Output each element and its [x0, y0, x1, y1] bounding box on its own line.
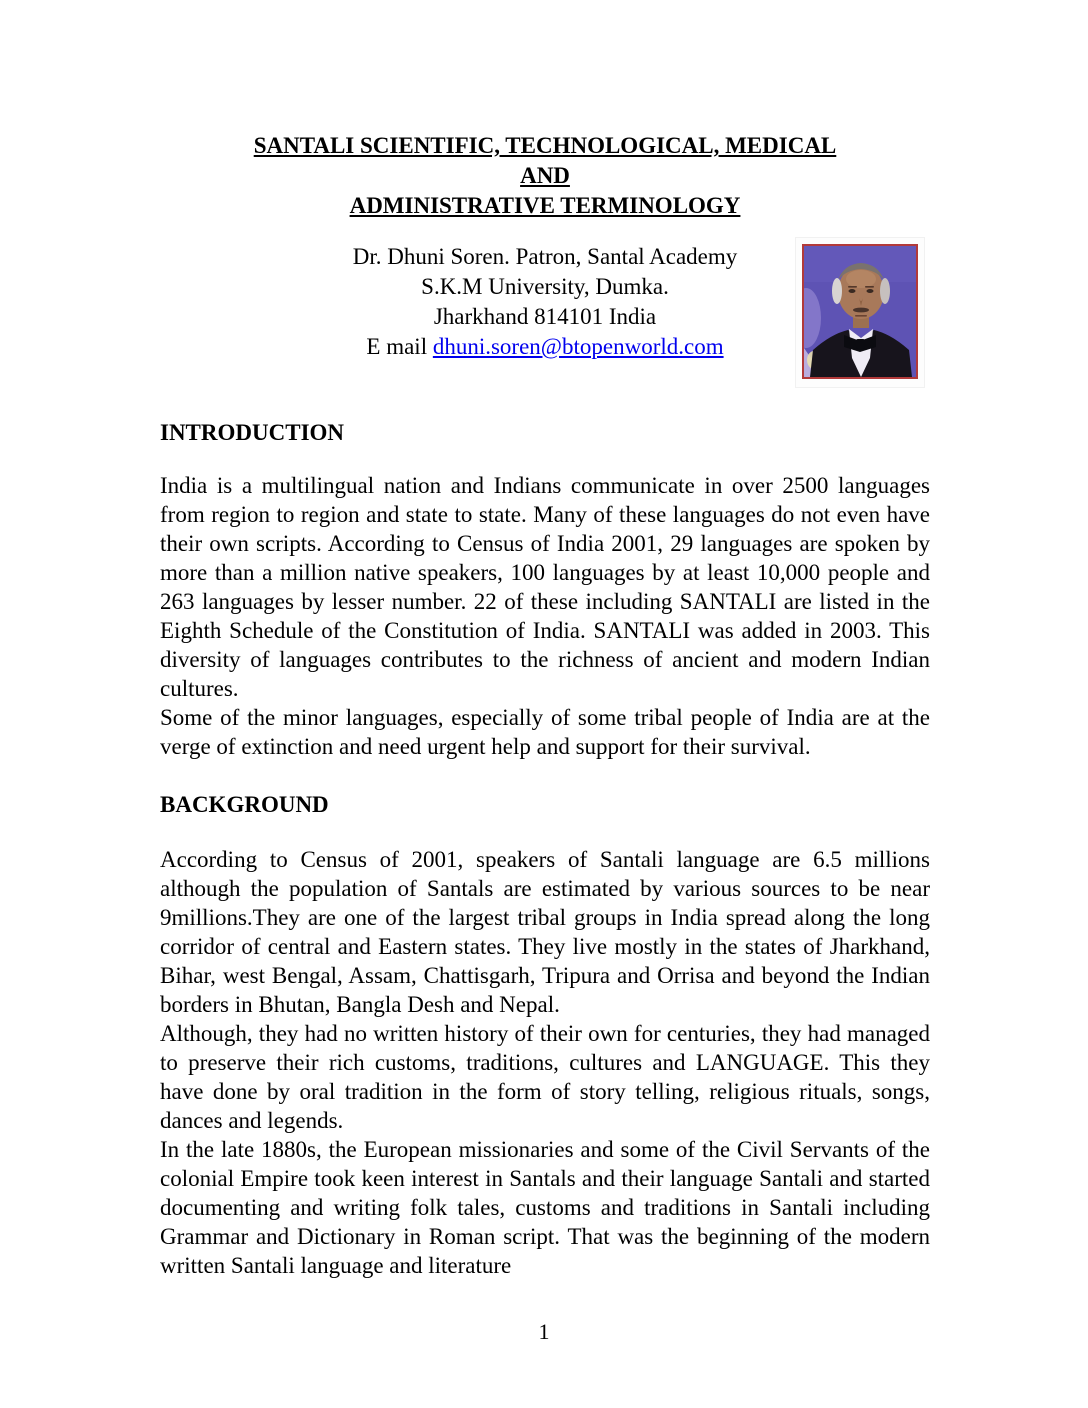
document-content [160, 0, 930, 1280]
introduction-paragraph-1: India is a multilingual nation and Indians communicate in over 2500 languages from region to region and state to state. Many of these languages do not even have their own scripts. According to Census of India 2001, 29 languages are spoken by more than a million native speakers, 100 languages by at least 10,000 people and 263 languages by lesser number. 22 of these including SANTALI are listed in the Eighth Schedule of the Constitution of India. SANTALI was added in 2003. This diversity of languages contributes to the richness of ancient and modern Indian cultures. [160, 473, 930, 701]
introduction-paragraphs [160, 471, 930, 761]
author-photo-frame [802, 244, 918, 379]
email-label: E mail [366, 334, 433, 359]
author-address-line: Jharkhand 814101 India [433, 304, 657, 329]
document-title-line-3: ADMINISTRATIVE TERMINOLOGY [349, 193, 741, 218]
document-title-line-2: AND [520, 163, 570, 188]
author-photo [796, 238, 924, 387]
background-paragraph-2: Although, they had no written history of their own for centuries, they had managed to preserve their rich customs, traditions, cultures and LANGUAGE. This they have done by oral tradition in the form of story telling, religious rituals, songs, dances and legends. [160, 1021, 930, 1133]
author-university-line: S.K.M University, Dumka. [421, 274, 669, 299]
background-paragraph-1: According to Census of 2001, speakers of Santali language are 6.5 millions although the population of Santals are estimated by various sources to be near 9millions.They are one of the largest tribal groups in India spread along the long corridor of central and Eastern states. They live mostly in the states of Jharkhand, Bihar, west Bengal, Assam, Chattisgarh, Tripura and Orrisa and beyond the Indian borders in Bhutan, Bangla Desh and Nepal. [160, 847, 930, 1017]
document-title [160, 131, 930, 221]
author-name-line: Dr. Dhuni Soren. Patron, Santal Academy [352, 244, 738, 269]
introduction-heading: INTRODUCTION [160, 420, 345, 445]
background-paragraphs [160, 845, 930, 1280]
introduction-paragraph-2: Some of the minor languages, especially of some tribal people of India are at the verge of extinction and need urgent help and support for their survival. [160, 705, 930, 759]
author-photo-image [804, 246, 916, 377]
document-title-line-1: SANTALI SCIENTIFIC, TECHNOLOGICAL, MEDICAL [253, 133, 837, 158]
page-number: 1 [538, 1319, 550, 1344]
author-email-link[interactable]: dhuni.soren@btopenworld.com [432, 334, 724, 359]
background-heading: BACKGROUND [160, 792, 329, 817]
background-paragraph-3: In the late 1880s, the European missionaries and some of the Civil Servants of the colonial Empire took keen interest in Santals and their language Santali and started documenting and writing folk tales, customs and traditions in Santali including Grammar and Dictionary in Roman script. That was the beginning of the modern written Santali language and literature [160, 1137, 930, 1278]
